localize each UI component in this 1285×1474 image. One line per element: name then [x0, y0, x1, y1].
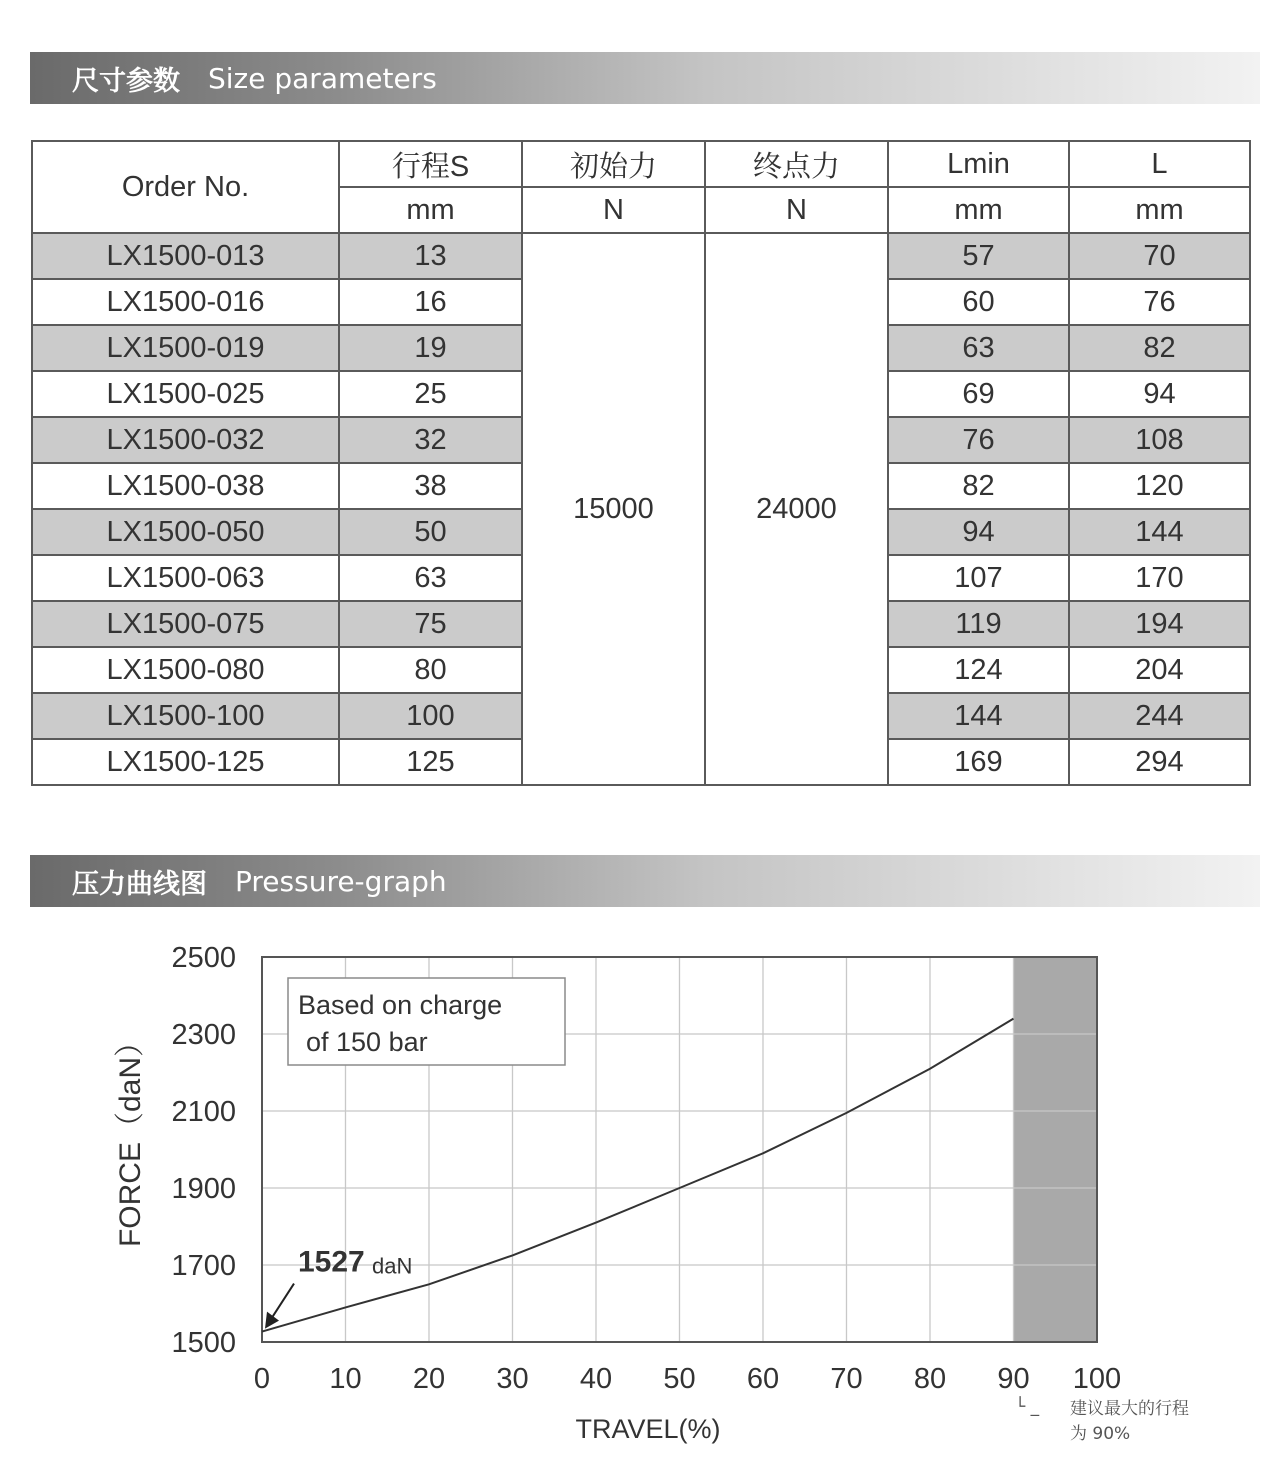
- stroke-cell: 63: [339, 555, 522, 601]
- stroke-cell: 100: [339, 693, 522, 739]
- order-no-cell: LX1500-100: [32, 693, 339, 739]
- annotation-arrowhead: [265, 1312, 279, 1329]
- x-tick-label: 60: [746, 1363, 780, 1395]
- lmin-cell: 57: [888, 233, 1069, 279]
- recommended-stroke-note: [1015, 1396, 1189, 1444]
- y-tick-label: 1900: [171, 1173, 236, 1205]
- lmin-cell: 107: [888, 555, 1069, 601]
- stroke-cell: 50: [339, 509, 522, 555]
- x-tick-label: 70: [830, 1363, 863, 1395]
- pressure-graph-title-cn: 压力曲线图: [72, 868, 207, 900]
- l-cell: 70: [1069, 233, 1250, 279]
- order-no-cell: LX1500-050: [32, 509, 339, 555]
- size-parameters-table: [31, 140, 1251, 786]
- table-header-row: [32, 141, 1250, 187]
- l-cell: 244: [1069, 693, 1250, 739]
- x-axis-title: TRAVEL(%): [575, 1414, 721, 1444]
- x-tick-label: 20: [412, 1363, 446, 1395]
- order-no-cell: LX1500-013: [32, 233, 339, 279]
- pressure-graph-header: [30, 855, 1260, 907]
- end-force-unit: N: [705, 187, 888, 233]
- stroke-cell: 19: [339, 325, 522, 371]
- lmin-cell: 76: [888, 417, 1069, 463]
- x-tick-label: 50: [663, 1363, 696, 1395]
- l-unit: mm: [1069, 187, 1250, 233]
- stroke-cell: 125: [339, 739, 522, 785]
- initial-force-header: 初始力: [522, 141, 705, 187]
- recommended-limit-region: [1014, 957, 1098, 1342]
- x-tick-label: 30: [496, 1363, 529, 1395]
- l-cell: 82: [1069, 325, 1250, 371]
- lmin-cell: 119: [888, 601, 1069, 647]
- x-tick-label: 100: [1072, 1363, 1122, 1395]
- lmin-cell: 169: [888, 739, 1069, 785]
- size-parameters-title-cn: 尺寸参数: [72, 65, 180, 97]
- order-no-cell: LX1500-075: [32, 601, 339, 647]
- end-force-cell: 24000: [705, 233, 888, 785]
- lmin-cell: 69: [888, 371, 1069, 417]
- note-bracket: └ _: [1015, 1397, 1040, 1417]
- lmin-cell: 60: [888, 279, 1069, 325]
- order-no-cell: LX1500-080: [32, 647, 339, 693]
- stroke-cell: 75: [339, 601, 522, 647]
- pressure-graph-title-en: Pressure-graph: [235, 864, 447, 898]
- charge-note-line-2: of 150 bar: [306, 1027, 428, 1057]
- start-force-annotation: [265, 1246, 412, 1329]
- x-tick-label: 90: [997, 1363, 1030, 1395]
- lmin-cell: 82: [888, 463, 1069, 509]
- order-no-cell: LX1500-025: [32, 371, 339, 417]
- lmin-cell: 94: [888, 509, 1069, 555]
- l-cell: 120: [1069, 463, 1250, 509]
- stroke-cell: 25: [339, 371, 522, 417]
- end-force-header: 终点力: [705, 141, 888, 187]
- l-cell: 294: [1069, 739, 1250, 785]
- stroke-cell: 13: [339, 233, 522, 279]
- lmin-cell: 63: [888, 325, 1069, 371]
- size-parameters-title-en: Size parameters: [208, 61, 437, 95]
- lmin-cell: 144: [888, 693, 1069, 739]
- initial-force-unit: N: [522, 187, 705, 233]
- order-no-cell: LX1500-032: [32, 417, 339, 463]
- annotation-unit: daN: [372, 1253, 413, 1279]
- order-no-cell: LX1500-016: [32, 279, 339, 325]
- charge-note-line-1: Based on charge: [298, 990, 503, 1020]
- x-tick-label: 40: [579, 1363, 613, 1395]
- note-line-2: 为 90%: [1070, 1424, 1131, 1444]
- lmin-cell: 124: [888, 647, 1069, 693]
- charge-note-box: [288, 978, 565, 1065]
- l-cell: 170: [1069, 555, 1250, 601]
- l-cell: 144: [1069, 509, 1250, 555]
- stroke-cell: 80: [339, 647, 522, 693]
- order-no-cell: LX1500-038: [32, 463, 339, 509]
- annotation-arrow-line: [272, 1284, 294, 1318]
- initial-force-cell: 15000: [522, 233, 705, 785]
- stroke-cell: 16: [339, 279, 522, 325]
- y-axis-title: FORCE（daN）: [114, 1026, 147, 1248]
- order-no-cell: LX1500-063: [32, 555, 339, 601]
- y-tick-label: 1700: [171, 1250, 236, 1282]
- stroke-cell: 38: [339, 463, 522, 509]
- l-cell: 94: [1069, 371, 1250, 417]
- annotation-value: 1527: [298, 1245, 365, 1279]
- y-tick-label: 2100: [171, 1096, 236, 1128]
- l-cell: 108: [1069, 417, 1250, 463]
- x-tick-label: 0: [253, 1363, 271, 1395]
- pressure-chart: [0, 925, 1285, 1465]
- l-header: L: [1069, 141, 1250, 187]
- l-cell: 194: [1069, 601, 1250, 647]
- y-tick-label: 1500: [171, 1327, 236, 1359]
- order-no-header: Order No.: [32, 141, 339, 233]
- x-tick-label: 10: [329, 1363, 362, 1395]
- l-cell: 76: [1069, 279, 1250, 325]
- lmin-header: Lmin: [888, 141, 1069, 187]
- x-tick-label: 80: [913, 1363, 947, 1395]
- note-line-1: 建议最大的行程: [1070, 1399, 1189, 1419]
- table-row: [32, 233, 1250, 279]
- y-tick-label: 2300: [171, 1019, 236, 1051]
- order-no-cell: LX1500-019: [32, 325, 339, 371]
- l-cell: 204: [1069, 647, 1250, 693]
- stroke-unit: mm: [339, 187, 522, 233]
- size-parameters-header: [30, 52, 1260, 104]
- lmin-unit: mm: [888, 187, 1069, 233]
- order-no-cell: LX1500-125: [32, 739, 339, 785]
- y-tick-label: 2500: [171, 942, 236, 974]
- stroke-header: 行程S: [339, 141, 522, 187]
- stroke-cell: 32: [339, 417, 522, 463]
